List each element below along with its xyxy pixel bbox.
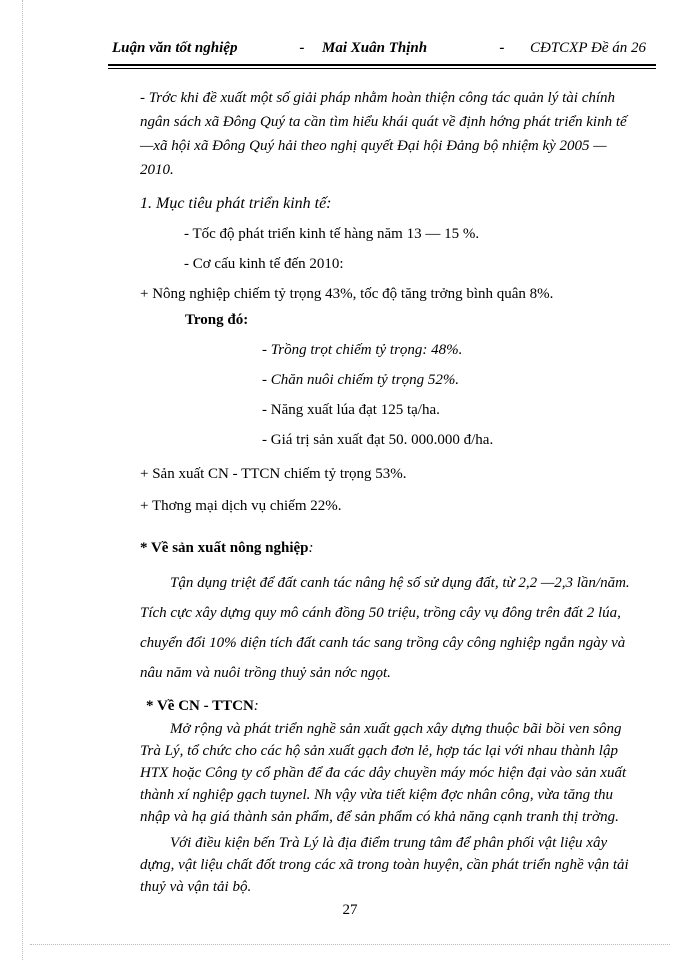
header-separator: -: [299, 40, 305, 56]
subheading: Trong đó:: [185, 312, 249, 328]
list-item: - Chăn nuôi chiếm tỷ trọng 52%.: [262, 372, 460, 388]
list-item: - Giá trị sản xuất đạt 50. 000.000 đ/ha.: [262, 432, 494, 448]
section-heading: 1. Mục tiêu phát triển kinh tế:: [140, 195, 332, 212]
section-heading-colon: :: [308, 540, 314, 556]
list-item: + Nông nghiệp chiếm tỷ trọng 43%, tốc độ tăng trởng bình quân 8%.: [140, 286, 554, 302]
section-heading-colon: :: [253, 698, 259, 714]
header-author: Mai Xuân Thịnh: [322, 40, 428, 56]
body-paragraph: Với điều kiện bến Trà Lý là địa điểm trung tâm để phân phối vật liệu xây dựng, vật liệu chất đốt trong các xã trong toàn huyện, cần phát triển nghề vận tải thuỷ và vận tải bộ.: [140, 835, 629, 895]
list-item: - Năng xuất lúa đạt 125 tạ/ha.: [262, 402, 440, 418]
header-course: CĐTCXP Đề án 26: [530, 40, 646, 56]
page-number: 27: [342, 902, 358, 918]
header-title: Luận văn tốt nghiệp: [112, 40, 238, 56]
list-item: - Trồng trọt chiếm tỷ trọng: 48%.: [262, 342, 463, 358]
intro-paragraph: - Trớc khi đề xuất một số giải pháp nhằm hoàn thiện công tác quản lý tài chính ngân sách xã Đông Quý ta cần tìm hiểu khái quát về định hớng phát triển kinh tế —xã hội xã Đông Quý hải theo nghị quyết Đại hội Đảng bộ nhiệm kỳ 2005 —2010.: [140, 90, 627, 178]
header-rule: [108, 64, 656, 69]
list-item: - Tốc độ phát triển kinh tế hàng năm 13 — 15 %.: [184, 226, 480, 242]
running-header: [112, 40, 652, 57]
list-item: + Thơng mại dịch vụ chiếm 22%.: [140, 498, 342, 514]
margin-guide-left: [22, 0, 23, 960]
page-content: [140, 86, 630, 898]
header-separator: -: [499, 40, 505, 56]
list-item: + Sản xuất CN - TTCN chiếm tỷ trọng 53%.: [140, 466, 407, 482]
section-heading: [140, 694, 630, 718]
section-heading: [140, 536, 630, 560]
section-heading-text: * Về CN - TTCN: [146, 698, 254, 714]
body-paragraph: Tận dụng triệt để đất canh tác nâng hệ số sử dụng đất, từ 2,2 —2,3 lần/năm. Tích cực xây dựng quy mô cánh đồng 50 triệu, trồng cây vụ đông trên đất 2 lúa, chuyển đổi 10% diện tích đất canh tác sang trồng cây công nghiệp ngắn ngày và nâu năm và nuôi trồng thuỷ sản nớc ngọt.: [140, 575, 630, 681]
section-heading-text: * Về sản xuất nông nghiệp: [140, 540, 309, 556]
page-bottom-guide: [30, 944, 670, 945]
body-paragraph: Mở rộng và phát triển nghề sản xuất gạch xây dựng thuộc bãi bồi ven sông Trà Lý, tổ chức cho các hộ sản xuất gạch đơn lẻ, hợp tác lại với nhau thành lập HTX hoặc Công ty cổ phần để đa các dây chuyền máy móc hiện đại vào sản xuất thành xí nghiệp gạch tuynel. Nh vậy vừa tiết kiệm đợc nhân công, vừa tăng thu nhập và hạ giá thành sản phẩm, để sản phẩm có khả năng cạnh tranh thị trờng.: [140, 721, 627, 825]
list-item: - Cơ cấu kinh tế đến 2010:: [184, 256, 344, 272]
